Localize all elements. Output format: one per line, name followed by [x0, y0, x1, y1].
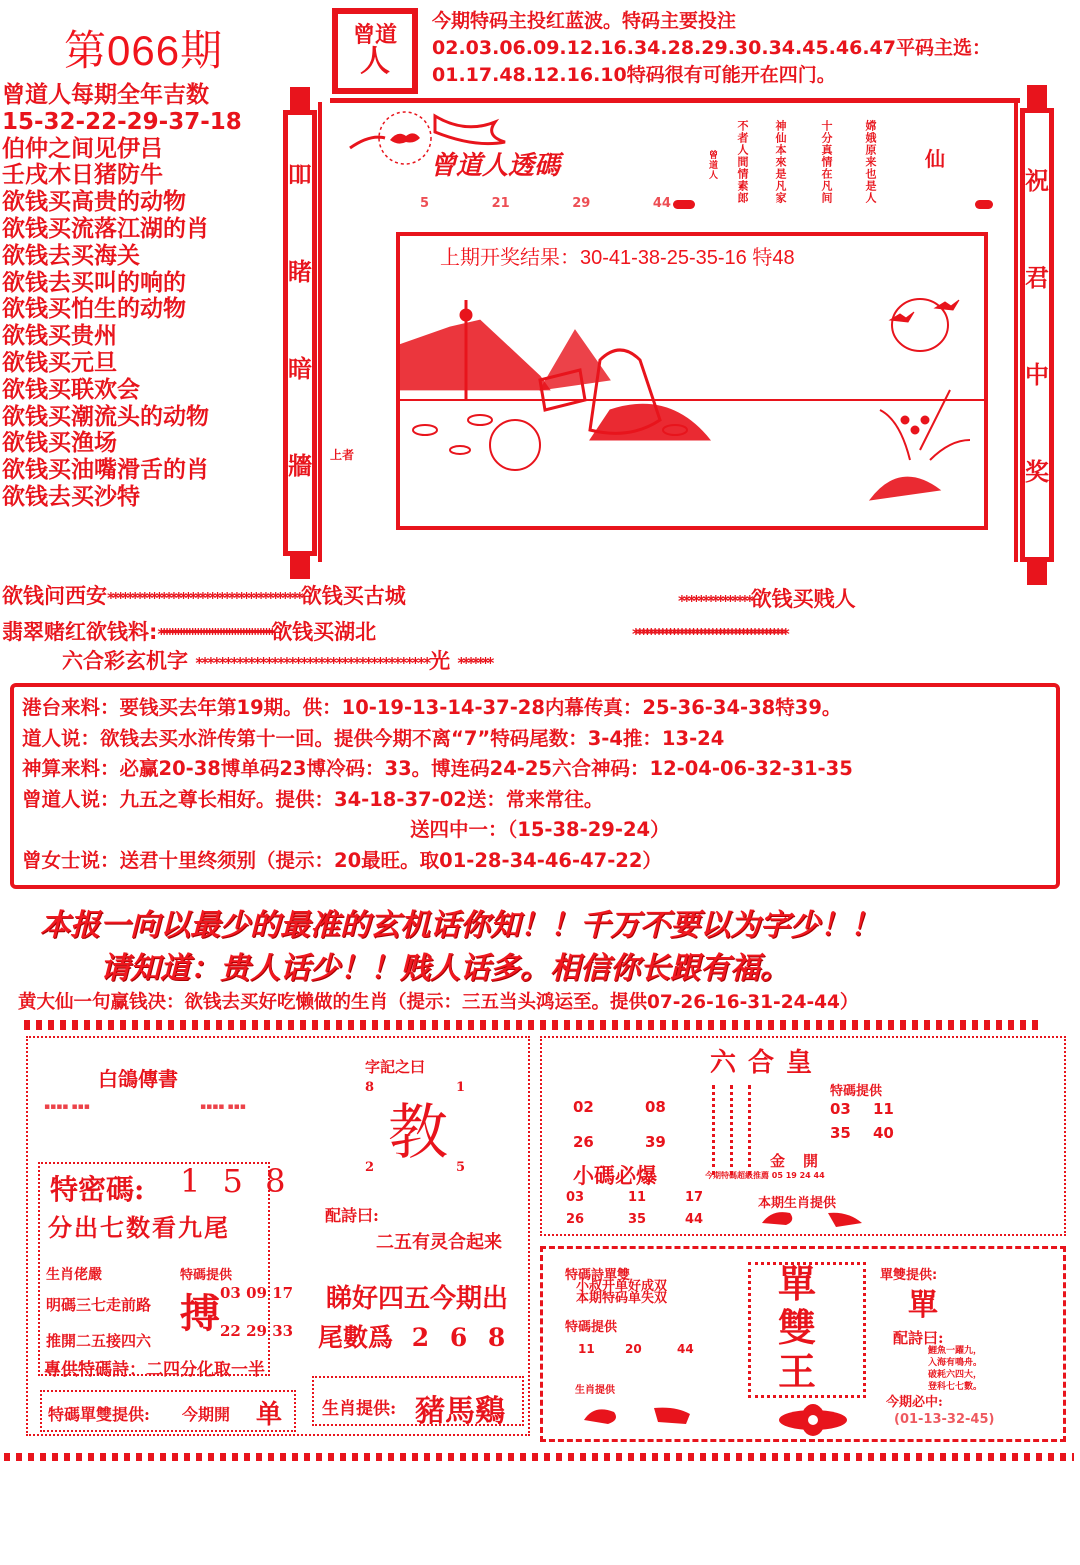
scroll-glyph: 吅: [288, 161, 312, 189]
title-char: 單: [778, 1262, 817, 1306]
sheng-xiao-label: 生肖提供: [575, 1385, 615, 1396]
left-scroll-banner: [283, 110, 317, 556]
zodiac-animals-icon: [758, 1205, 878, 1231]
dan-shuang-wang-title: [778, 1262, 816, 1394]
pei-shi-text: 二五有灵合起来: [376, 1232, 502, 1253]
decorative-border: [24, 1020, 1038, 1030]
corner-number: 2: [365, 1160, 375, 1175]
dotted-column: [712, 1085, 718, 1175]
corner-number: 8: [365, 1080, 375, 1095]
right-value: 單: [908, 1288, 938, 1323]
faded-number: 29: [572, 196, 591, 211]
number-ball: 11: [873, 1100, 894, 1118]
small-line: 今期特碼超級推薦 05 19 24 44: [705, 1171, 825, 1180]
poem-line: 入海有鳴舟。: [928, 1358, 983, 1368]
mid-line-1: [2, 580, 406, 610]
number-ball: 26: [573, 1133, 594, 1151]
liuhe-huang-title: 六合皇: [710, 1048, 825, 1078]
corner-number: 1: [456, 1080, 466, 1095]
list-item: 伯仲之间见伊吕: [2, 135, 163, 162]
number: 44: [677, 1342, 694, 1356]
poem-line: 登科七七數。: [928, 1382, 983, 1392]
bo-numbers: 22 29 33: [220, 1322, 294, 1340]
number-ball: 11: [628, 1190, 647, 1205]
verse-column: 十分真情在凡间: [820, 120, 833, 204]
mid-line-1-right: [678, 583, 856, 613]
te-mi-ma-label: 特密碼:: [50, 1173, 145, 1206]
number-ball: 03: [566, 1190, 585, 1205]
seal-text-bottom: 人: [359, 44, 390, 79]
zhuan-gong-text: 專供特碼詩：二四分化取一半: [44, 1360, 265, 1380]
te-ma-ti-gong-label: 特碼提供: [180, 1268, 233, 1283]
mid-line-3: [62, 645, 491, 675]
mid-text: 光: [429, 649, 451, 673]
mid-text: 翡翠赌红欲钱料:: [2, 620, 158, 644]
tips-box: [10, 683, 1060, 889]
xiao-ma-title: 小碼必爆: [573, 1164, 657, 1188]
verse-column: 不者人間情素郎: [736, 120, 749, 204]
sheng-xiao-label: 生肖佬嚴: [46, 1267, 102, 1283]
brand-title: 曾道人透碼: [430, 151, 561, 181]
slogan-line-1: 本报一向以最少的最准的玄机话你知！！千万不要以为字少！！: [40, 908, 880, 943]
list-item: 壬戌木日猪防牛: [2, 162, 163, 189]
jin-qi-label: 今期必中:: [886, 1395, 943, 1410]
number: 20: [625, 1342, 642, 1356]
number-ball: 35: [830, 1124, 851, 1142]
number-ball: 44: [685, 1212, 704, 1227]
sheng-xiao-values: 豬馬鷄: [415, 1394, 505, 1429]
stars-divider: ****************************************: [157, 625, 272, 643]
dotted-column: [748, 1085, 754, 1175]
baige-title: 白鴿傳書: [98, 1067, 178, 1091]
scroll-glyph: 奖: [1025, 458, 1049, 486]
list-item: 欲钱买油嘴滑舌的肖: [2, 457, 209, 484]
verse-column: 嫦娥原来也是人: [864, 120, 877, 204]
bo-character: 搏: [180, 1290, 220, 1337]
flower-ornament-icon: [775, 1402, 851, 1438]
pei-shi-lines: [928, 1345, 982, 1393]
list-item: 欲钱买贵州: [2, 323, 117, 350]
pei-shi-label: 配詩曰:: [893, 1329, 944, 1347]
number-ball: 03: [830, 1100, 851, 1118]
number-ball: 02: [573, 1098, 594, 1116]
scroll-glyph: 君: [1025, 264, 1049, 292]
list-item: 15-32-22-29-37-18: [2, 108, 242, 135]
tip-row: 道人说：欲钱去买水浒传第十一回。提供今期不离“7”特码尾数：3-4推：13-24: [22, 726, 725, 750]
jin-qi-numbers: (01-13-32-45): [894, 1412, 995, 1427]
tui-kai-text: 推開二五接四六: [46, 1332, 152, 1350]
mid-text: 六合彩玄机字: [62, 649, 188, 673]
seal-logo: [332, 8, 418, 94]
verse-signature: 曾道人: [707, 150, 717, 180]
shangzhe-label: 上者: [330, 448, 355, 462]
top-headline: 今期特码主投红蓝波。特码主要投注02.03.06.09.12.16.34.28.29.30.34.45.46.47平码主选：01.17.48.12.16.10特码很有可能开在四门。: [432, 10, 991, 86]
mid-text: 欲钱买湖北: [271, 620, 377, 644]
faded-numbers: [420, 196, 671, 211]
wei-shu-value: 2 6 8: [411, 1323, 512, 1352]
scroll-glyph: 中: [1025, 361, 1049, 389]
stars-divider: ****************************************: [107, 589, 301, 607]
immortal-landscape-illustration-icon: [400, 270, 984, 528]
fen-chu-text: 分出七数看九尾: [48, 1213, 230, 1242]
tip-row: 神算来料：必赢20-38博单码23博冷码：33。博连码24-25六合神码：12-04-06-32-31-35: [22, 757, 853, 780]
number-ball: 35: [628, 1212, 647, 1227]
corner-number: 5: [456, 1160, 466, 1175]
faded-number: 21: [491, 196, 510, 211]
dan-shuang-prefix: 今期開: [182, 1405, 231, 1424]
number: 11: [578, 1342, 595, 1356]
dan-shuang-label: 特碼單雙提供:: [48, 1405, 150, 1424]
number-ball: 39: [645, 1133, 666, 1151]
list-item: 欲钱买怕生的动物: [2, 296, 186, 323]
list-item: 欲钱买潮流头的动物: [2, 403, 209, 430]
faded-label: ▪▪▪▪ ▪▪▪: [200, 1102, 246, 1112]
scroll-glyph: 祝: [1025, 167, 1049, 195]
mid-text: 欲钱买贱人: [750, 587, 856, 611]
stars-divider: *******: [457, 654, 492, 672]
pei-shi-label: 配詩曰:: [325, 1206, 379, 1225]
decorative-border: [4, 1453, 1074, 1461]
verse-column: 神仙本來是凡家: [774, 120, 787, 204]
ming-ma-text: 明碼三七走前路: [46, 1296, 152, 1314]
te-ma-ti-gong-label: 特碼提供: [830, 1084, 883, 1099]
poem-line: 鯉魚一躍九，: [928, 1346, 983, 1356]
zi-ji-label: 字記之曰: [365, 1058, 426, 1076]
list-item: 欲钱去买沙特: [2, 483, 140, 510]
ben-qi-label: 本期生肖提供: [758, 1196, 837, 1211]
title-char: 王: [778, 1350, 817, 1394]
tip-row: 港台来料：要钱买去年第19期。供：10-19-13-14-37-28内幕传真：25-36-34-38特39。: [22, 696, 842, 719]
stars-divider: ****************************************: [632, 625, 786, 643]
poem-line: 本期特码单失双: [576, 1291, 668, 1306]
stars-divider: ****************************************: [195, 654, 430, 672]
right-label: 單雙提供:: [880, 1268, 938, 1283]
dot-icon: [975, 200, 993, 209]
poem-line: 破耗六四大，: [928, 1370, 983, 1380]
dot-icon: [673, 200, 695, 209]
scroll-glyph: 暗: [288, 355, 312, 383]
last-result-special: 特48: [752, 247, 795, 269]
te-ma-ti-gong-label: 特碼提供: [565, 1320, 618, 1335]
bo-numbers: 03 09 17: [220, 1284, 294, 1302]
mid-line-2-right: [632, 620, 786, 644]
number-ball: 40: [873, 1124, 894, 1142]
sheng-xiao-ti-gong-label: 生肖提供:: [322, 1399, 397, 1419]
dotted-column: [730, 1085, 736, 1175]
tip-row: 送四中一：（15-38-29-24）: [410, 818, 670, 841]
dan-shuang-label: 特碼詩單雙: [565, 1268, 631, 1283]
big-character: 教: [388, 1098, 448, 1168]
xian-char: 仙: [925, 147, 945, 171]
wei-shu-label: 尾數爲: [318, 1323, 394, 1352]
list-item: 欲钱买渔场: [2, 430, 117, 457]
title-char: 雙: [778, 1306, 817, 1350]
scroll-glyph: 牆: [288, 452, 312, 480]
faded-number: 44: [652, 196, 671, 211]
stars-divider: ***************: [678, 592, 751, 610]
mid-text: 欲钱买古城: [300, 584, 406, 608]
list-item: 欲钱买高贵的动物: [2, 189, 186, 216]
poem-line: 小叔开单好成双: [576, 1279, 668, 1294]
list-item: 欲钱买元旦: [2, 349, 117, 376]
mid-line-2: [2, 616, 376, 646]
number-ball: 08: [645, 1098, 666, 1116]
number-ball: 26: [566, 1212, 585, 1227]
list-item: 欲钱去买叫的响的: [2, 269, 186, 296]
zodiac-animals-icon: [580, 1400, 710, 1428]
huang-daxian-tip: 黄大仙一句赢钱决：欲钱去买好吃懒做的生肖（提示：三五当头鸿运至。提供07-26-16-31-24-44）: [18, 992, 859, 1013]
last-result-numbers: 30-41-38-25-35-16: [580, 247, 747, 269]
jin-kai-text: 金開: [770, 1152, 837, 1170]
mid-text: 欲钱问西安: [2, 584, 107, 608]
slogan-line-2: 请知道：贵人话少！！贱人话多。相信你长跟有福。: [100, 951, 790, 986]
number-ball: 17: [685, 1190, 704, 1205]
list-item: 欲钱买流落江湖的肖: [2, 215, 209, 242]
tip-row: 曾道人说：九五之尊长相好。提供：34-18-37-02送：常来常往。: [22, 787, 604, 811]
scroll-glyph: 睹: [288, 258, 312, 286]
issue-title: 第066期: [64, 27, 224, 74]
du-hao-text: 睇好四五今期出: [326, 1284, 509, 1314]
last-result: [440, 241, 795, 270]
te-mi-ma-value: 1 5 8: [180, 1162, 292, 1200]
faded-label: ▪▪▪▪ ▪▪▪: [44, 1102, 90, 1112]
list-item: 曾道人每期全年吉数: [2, 82, 209, 108]
wei-shu: [318, 1318, 511, 1354]
list-item: 欲钱去买海关: [2, 242, 140, 269]
last-result-label: 上期开奖结果：: [440, 247, 580, 269]
tip-row: 曾女士说：送君十里终须别（提示：20最旺。取01-28-34-46-47-22）: [22, 848, 662, 872]
dan-shuang-value: 单: [256, 1400, 283, 1430]
right-scroll-banner: [1020, 108, 1054, 562]
left-tips-list: [2, 82, 277, 511]
seal-text-top: 曾道: [352, 23, 397, 48]
list-item: 欲钱买联欢会: [2, 376, 140, 403]
faded-number: 5: [420, 196, 430, 211]
